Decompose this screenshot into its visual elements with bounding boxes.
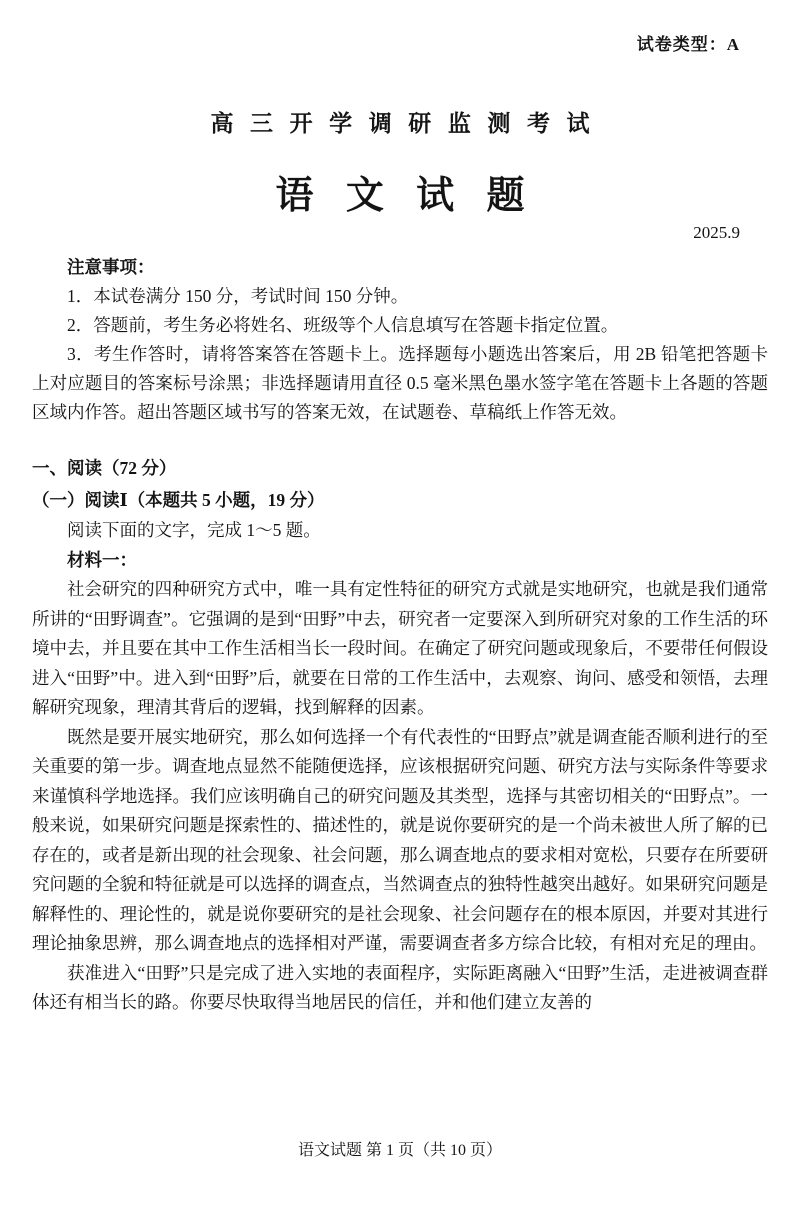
reading-section [32,453,768,1018]
reading-instruction: 阅读下面的文字，完成 1～5 题。 [67,520,321,540]
material-paragraph: 获准进入“田野”只是完成了进入实地的表面程序，实际距离融入“田野”生活，走进被调查群体还有相当长的路。你要尽快取得当地居民的信任，并和他们建立友善的 [32,962,768,1012]
exam-date: 2025.9 [693,223,740,242]
subsection-title-reading-1: （一）阅读Ⅰ（本题共 5 小题，19 分） [32,490,325,510]
notice-item-1: 1．本试卷满分 150 分，考试时间 150 分钟。 [67,286,409,306]
notice-heading: 注意事项： [67,257,155,277]
material-paragraph: 社会研究的四种研究方式中，唯一具有定性特征的研究方式就是实地研究，也就是我们通常所讲的“田野调查”。它强调的是到“田野”中去，研究者一定要深入到所研究对象的工作生活的环境中去，并且要在其中工作生活相当长一段时间。在确定了研究问题或现象后，不要带任何假设进入“田野”中。进入到“田野”后，就要在日常的工作生活中，去观察、询问、感受和领悟，去理解研究现象，理清其背后的逻辑，找到解释的因素。 [32,579,768,717]
page-footer: 语文试题 第 1 页（共 10 页） [297,1142,502,1159]
notice-item-3: 3．考生作答时，请将答案答在答题卡上。选择题每小题选出答案后，用 2B 铅笔把答题卡上对应题目的答案标号涂黑；非选择题请用直径 0.5 毫米黑色墨水签字笔在答题卡上各题的答题区域内作答。超出答题区域书写的答案无效，在试题卷、草稿纸上作答无效。 [32,344,768,422]
notice-item-2: 2．答题前，考生务必将姓名、班级等个人信息填写在答题卡指定位置。 [67,315,619,335]
material-paragraph: 既然是要开展实地研究，那么如何选择一个有代表性的“田野点”就是调查能否顺利进行的至关重要的第一步。调查地点显然不能随便选择，应该根据研究问题、研究方法与实际条件等要求来谨慎科学地选择。我们应该明确自己的研究问题及其类型，选择与其密切相关的“田野点”。一般来说，如果研究问题是探索性的、描述性的，就是说你要研究的是一个尚未被世人所了解的已存在的，或者是新出现的社会现象、社会问题，那么调查地点的要求相对宽松，只要存在所要研究问题的全貌和特征就是可以选择的调查点，当然调查点的独特性越突出越好。如果研究问题是解释性的、理论性的，就是说你要研究的是社会现象、社会问题存在的根本原因，并要对其进行理论抽象思辨，那么调查地点的选择相对严谨，需要调查者多方综合比较，有相对充足的理由。 [32,726,768,953]
material-one-label: 材料一： [67,550,137,570]
section-title-reading: 一、阅读（72 分） [32,458,177,478]
paper-type-label: 试卷类型：A [636,35,740,54]
subject-title: 语文试题 [275,175,557,217]
exam-title: 高三开学调研监测考试 [210,111,607,136]
notice-section [32,253,768,427]
